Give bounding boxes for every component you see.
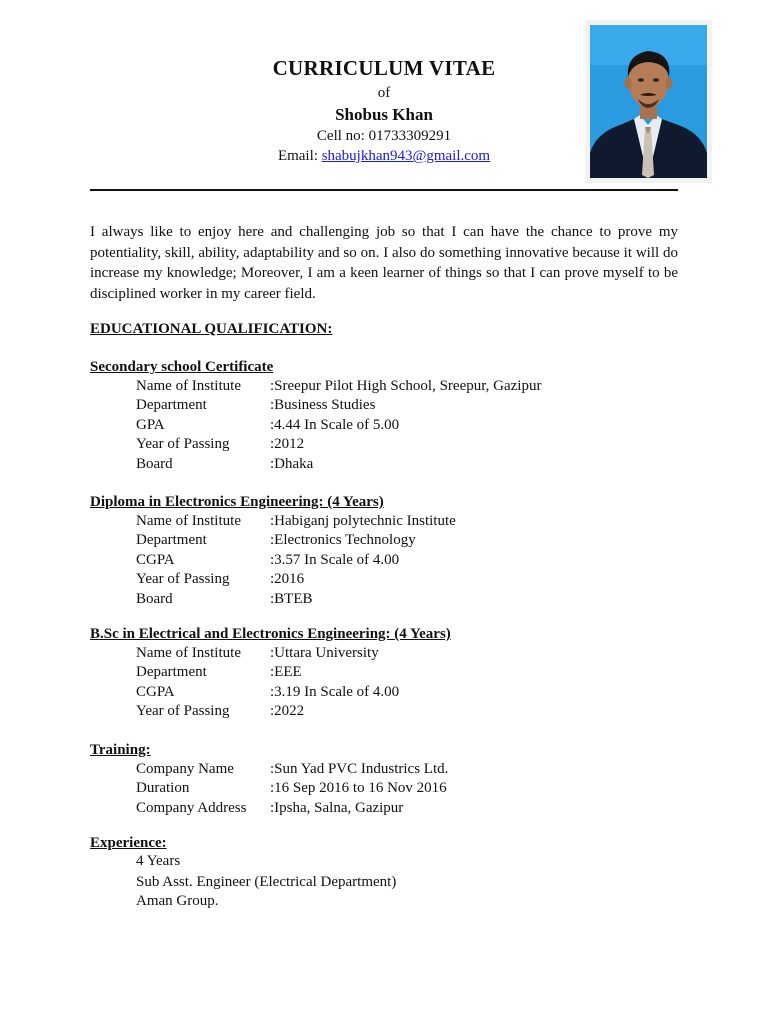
row-value: :16 Sep 2016 to 16 Nov 2016 [270,780,447,797]
row-value: :EEE [270,664,302,681]
row-value: :Habiganj polytechnic Institute [270,513,456,529]
diploma-row [136,531,696,550]
row-value: :Sun Yad PVC Industrics Ltd. [270,761,449,777]
ssc-row [136,455,696,474]
email-link[interactable]: shabujkhan943@gmail.com [321,148,491,164]
bsc-row [136,702,696,721]
row-value: :Electronics Technology [270,532,416,549]
row-value: :Uttara University [270,645,379,661]
row-value: :3.57 In Scale of 4.00 [270,551,400,568]
experience-line: Aman Group. [136,893,219,909]
row-value: :Business Studies [270,397,376,414]
diploma-row [136,551,696,570]
row-key: Duration [136,780,190,797]
row-value: :Dhaka [270,455,314,472]
row-value: :BTEB [270,590,313,607]
candidate-name: Shobus Khan [335,105,433,124]
row-value: :4.44 In Scale of 5.00 [270,416,400,433]
row-key: Year of Passing [136,571,230,588]
row-key: Year of Passing [136,436,230,453]
diploma-row [136,512,696,531]
ssc-heading: Secondary school Certificate [90,359,274,375]
row-key: Name of Institute [136,513,241,529]
ssc-row [136,396,696,415]
row-key: Name of Institute [136,378,241,394]
row-value: :Sreepur Pilot High School, Sreepur, Gazipur [270,378,542,394]
row-value: :2012 [270,436,305,453]
row-value: :2022 [270,703,305,720]
row-key: Department [136,397,207,414]
diploma-row [136,570,696,589]
cv-title: CURRICULUM VITAE [272,56,496,80]
diploma-row [136,590,696,609]
ssc-row [136,377,696,396]
row-value: :3.19 In Scale of 4.00 [270,683,400,700]
portrait-image [590,25,707,178]
experience-line: 4 Years [136,853,181,869]
bsc-row [136,644,696,663]
row-key: Company Address [136,799,247,816]
row-key: Board [136,590,173,607]
bsc-row [136,663,696,682]
bsc-row [136,683,696,702]
training-details [136,760,696,818]
bsc-details [136,644,696,722]
row-value: :Ipsha, Salna, Gazipur [270,799,404,816]
training-row [136,760,696,779]
experience-line: Sub Asst. Engineer (Electrical Department) [136,874,397,890]
profile-photo [585,20,712,183]
diploma-details [136,512,696,609]
row-key: GPA [136,416,165,433]
diploma-heading: Diploma in Electronics Engineering: (4 Years) [90,494,384,510]
ssc-row [136,435,696,454]
row-key: Company Name [136,761,234,777]
row-key: CGPA [136,683,175,700]
row-key: Name of Institute [136,645,241,661]
header-divider [90,189,678,191]
row-key: CGPA [136,551,175,568]
ssc-details [136,377,696,474]
row-key: Year of Passing [136,703,230,720]
training-row [136,799,696,818]
cell-number: Cell no: 01733309291 [316,128,452,144]
experience-heading: Experience: [90,835,167,851]
cv-of: of [377,85,391,101]
email-label: Email: [277,148,322,164]
training-heading: Training: [90,742,151,758]
training-row [136,779,696,798]
row-key: Board [136,455,173,472]
row-key: Department [136,532,207,549]
bsc-heading: B.Sc in Electrical and Electronics Engineering: (4 Years) [90,626,451,642]
row-value: :2016 [270,571,305,588]
education-heading: EDUCATIONAL QUALIFICATION: [90,321,333,337]
career-objective: I always like to enjoy here and challenging job so that I can have the chance to prove my potentiality, skill, ability, adaptability and so on. I also do something innovative because it will do increase my knowledge; Moreover, I am a keen learner of things so that I can prove myself to be disciplined worker in my career field. [90,224,678,302]
row-key: Department [136,664,207,681]
ssc-row [136,416,696,435]
